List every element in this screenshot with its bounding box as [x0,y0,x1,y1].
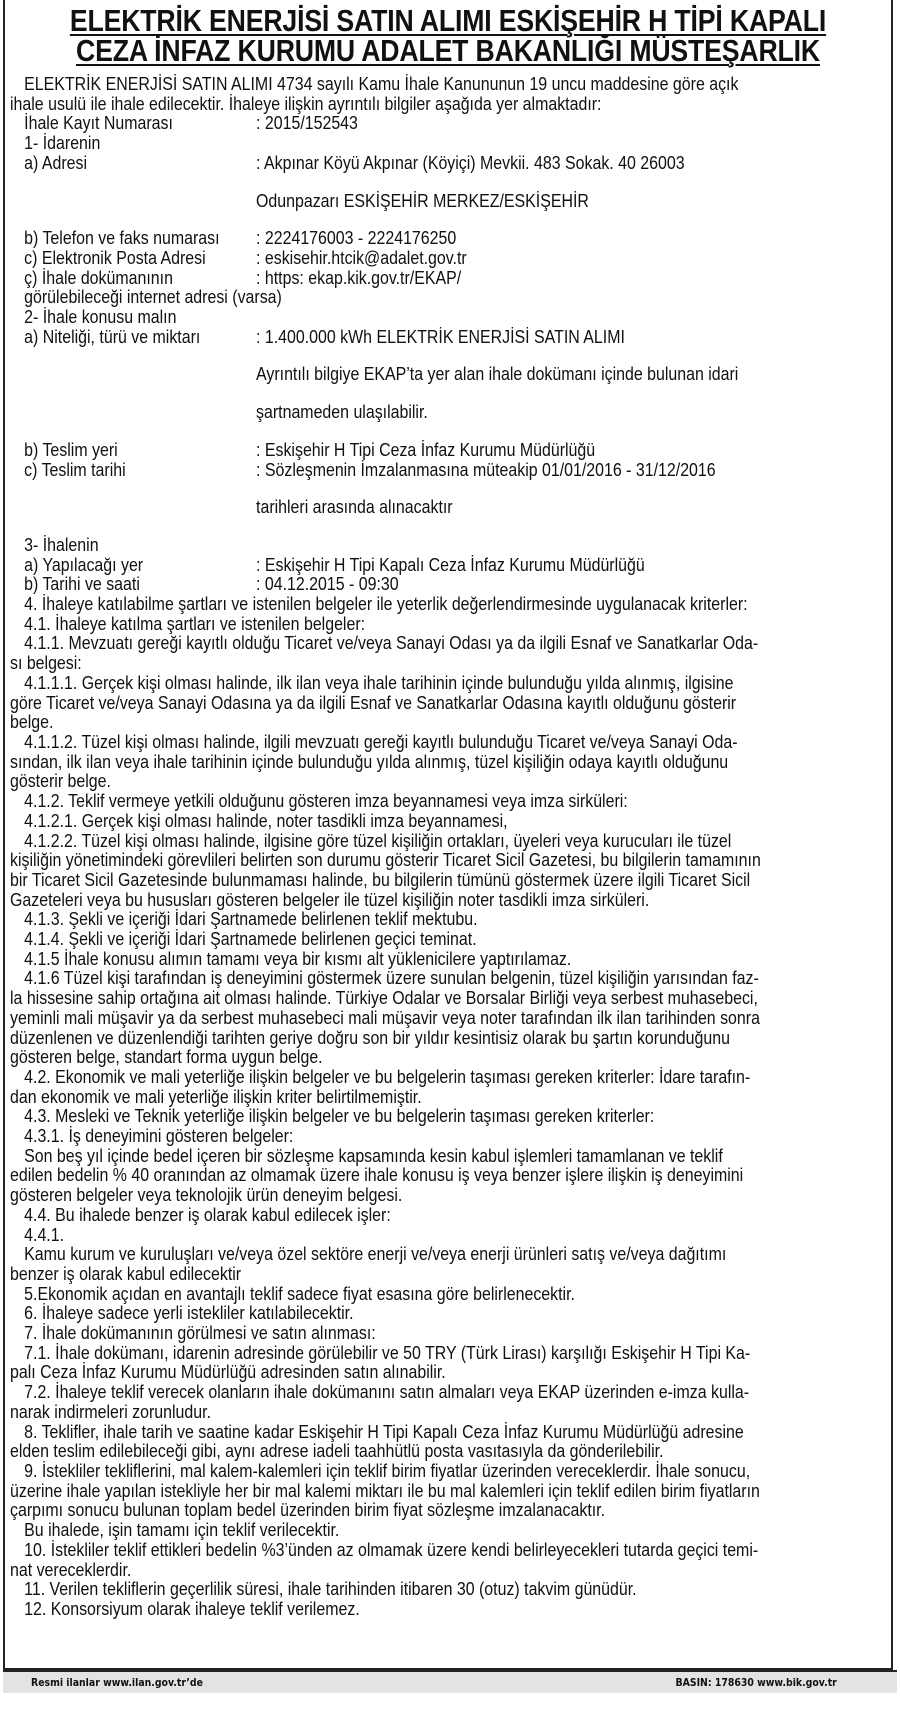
clause-line: 4.1.5 İhale konusu alımın tamamı veya bir kısmı alt yüklenicilere yaptırılamaz. [24,948,572,969]
info-value-continuation: şartnameden ulaşılabilir. [256,402,428,423]
info-row-nitelik [10,328,807,348]
clause-line: 11. Verilen tekliflerin geçerlilik süresi, ihale tarihinden itibaren 30 (otuz) takvim günüdür. [24,1579,637,1600]
intro-line: ELEKTRİK ENERJİSİ SATIN ALIMI 4734 sayılı Kamu İhale Kanununun 19 uncu maddesine göre açık [24,74,739,94]
clause-line: 4.1.3. Şekli ve içeriği İdari Şartnamede belirlenen teklif mektubu. [24,909,478,930]
clause-line: düzenlenen ve düzenlendiği tarihten geriye doğru son bir yıldır kesintisiz olarak bu şartın korunduğunu [10,1027,730,1048]
info-value: : 2224176003 - 2224176250 [256,228,457,249]
clause-line: 5.Ekonomik açıdan en avantajlı teklif sadece fiyat esasına göre belirlenecektir. [24,1283,575,1304]
info-row-adres [10,154,807,174]
section-heading: 2- İhale konusu malın [24,307,177,328]
info-row-tarih [10,575,807,595]
footer-bar [3,1670,897,1693]
title-line-1: ELEKTRİK ENERJİSİ SATIN ALIMI ESKİŞEHİR H TİPİ KAPALI [69,3,827,38]
info-label: a) Yapılacağı yer [24,554,144,575]
clause-line: 4.1.2.2. Tüzel kişi olması halinde, ilgisine göre tüzel kişiliğin ortakları, üyeleri veya kurucuları ile tüzel [24,830,732,851]
info-row-teslim-yeri [10,441,807,461]
clause-line: 4.4. Bu ihalede benzer iş olarak kabul edilecek işler: [24,1204,391,1225]
info-row-kayit [10,114,807,134]
ekap-link[interactable]: : https: ekap.kik.gov.tr/EKAP/ [256,267,462,288]
clause-line: 8. Teklifler, ihale tarih ve saatine kadar Eskişehir H Tipi Kapalı Ceza İnfaz Kurumu Müdürlüğü adresine [24,1421,744,1442]
clause-line: 7. İhale dokümanının görülmesi ve satın alınması: [24,1323,376,1344]
info-value-continuation: Ayrıntılı bilgiye EKAP’ta yer alan ihale dokümanı içinde bulunan idari [256,364,739,385]
info-label: a) Niteliği, türü ve miktarı [24,326,201,347]
info-label: b) Teslim yeri [24,439,118,460]
clause-line: la hissesine sahip ortağına ait olması halinde. Türkiye Odalar ve Borsalar Birliği veya serbest muhasebeci, [10,988,758,1009]
clause-line: gösteren belge, standart forma uygun belge. [10,1047,323,1068]
clause-line: dan ekonomik ve mali yeterliğe ilişkin kriter belirtilmemiştir. [10,1086,422,1107]
clause-line: gösterir belge. [10,771,111,792]
info-label: c) Teslim tarihi [24,459,126,480]
info-row-teslim-tarihi [10,461,807,481]
clauses [10,595,807,1620]
clause-line: 4. İhaleye katılabilme şartları ve istenilen belgeler ile yeterlik değerlendirmesinde uygulanacak kriterler: [24,594,748,615]
footer-right: BASIN: 178630 www.bik.gov.tr [675,1676,837,1689]
info-row-yer [10,556,807,576]
clause-line: 4.4.1. [24,1224,65,1245]
intro-line: ihale usulü ile ihale edilecektir. İhaleye ilişkin ayrıntılı bilgiler aşağıda yer almaktadır: [10,93,602,114]
clause-line: 4.1.1.2. Tüzel kişi olması halinde, ilgili mevzuatı gereği kayıtlı bulunduğu Ticaret ve/veya Sanayi Oda- [24,731,738,752]
info-value: : Eskişehir H Tipi Ceza İnfaz Kurumu Müdürlüğü [256,439,596,460]
clause-line: sından, ilk ilan veya ihale tarihinin içinde bulunduğu yılda alınmış, tüzel kişiliğin odaya kayıtlı olduğunu [10,751,729,772]
clause-line: Kamu kurum ve kuruluşları ve/veya özel sektöre enerji ve/veya enerji ürünleri satış ve/veya dağıtımı [24,1244,727,1265]
clause-line: 4.1.2. Teklif vermeye yetkili olduğunu gösteren imza beyannamesi veya imza sirküleri: [24,791,628,812]
clause-line: gösteren belgeler veya teknolojik ürün deneyim belgesi. [10,1185,403,1206]
clause-line: 7.1. İhale dokümanı, idarenin adresinde görülebilir ve 50 TRY (Türk Lirası) karşılığı Eskişehir H Tipi Ka- [24,1342,751,1363]
clause-line: Son beş yıl içinde bedel içeren bir sözleşme kapsamında kesin kabul işlemleri tamamlanan ve teklif [24,1145,723,1166]
clause-line: 4.1.1. Mevzuatı gereği kayıtlı olduğu Ticaret ve/veya Sanayi Odası ya da ilgili Esnaf ve Sanatkarlar Oda- [24,633,759,654]
clause-line: çarpımı sonucu bulunan toplam bedel üzerinden birim fiyat sözleşme imzalanacaktır. [10,1500,606,1521]
clause-line: Gazeteleri veya bu hususları gösteren belgeler ile tüzel kişiliğin noter tasdikli imza sirküleri. [10,889,650,910]
clause-line: 4.1.4. Şekli ve içeriği İdari Şartnamede belirlenen geçici teminat. [24,929,477,950]
clause-line: 4.2. Ekonomik ve mali yeterliğe ilişkin belgeler ve bu belgelerin taşıması gereken kriterler: İdare tarafın- [24,1066,751,1087]
clause-line: sı belgesi: [10,653,82,674]
clause-line: 9. İstekliler tekliflerini, mal kalem-kalemleri için teklif birim fiyatlar üzerinden vereceklerdir. İhale sonucu, [24,1461,751,1481]
clause-line: yeminli mali müşavir ya da serbest muhasebeci mali müşavir veya noter tarafından ilk ilan tarihinden sonra [10,1007,760,1028]
info-label: a) Adresi [24,152,88,173]
clause-line: palı Ceza İnfaz Kurumu Müdürlüğü adresinden satın alınabilir. [10,1362,446,1383]
info-label: c) Elektronik Posta Adresi [24,247,206,268]
clause-line: 4.1.6 Tüzel kişi tarafından iş deneyimini göstermek üzere sunulan belgenin, tüzel kişiliğin yarısından faz- [24,968,759,989]
clause-line: 12. Konsorsiyum olarak ihaleye teklif verilemez. [24,1598,360,1619]
info-row-email [10,249,807,269]
clause-line: belge. [10,712,54,733]
info-value: : 1.400.000 kWh ELEKTRİK ENERJİSİ SATIN ALIMI [256,326,625,347]
title-line-2: CEZA İNFAZ KURUMU ADALET BAKANLIĞI MÜSTEŞARLIK [76,33,820,68]
info-value: : 04.12.2015 - 09:30 [256,574,399,595]
info-value: : Akpınar Köyü Akpınar (Köyiçi) Mevkii. 483 Sokak. 40 26003 [256,152,685,173]
clause-line: 4.3.1. İş deneyimini gösteren belgeler: [24,1126,294,1147]
info-label: b) Tarihi ve saati [24,574,140,595]
clause-line: edilen bedelin % 40 oranından az olmamak üzere ihale konusu iş veya benzer işlere ilişkin iş deneyimini [10,1165,744,1186]
clause-line: üzerine ihale yapılan istekliyle her bir mal kalemi miktarı ile bu mal kalemleri için teklif edilen birim fiyatların [10,1480,760,1501]
clause-line: 4.1.2.1. Gerçek kişi olması halinde, noter tasdikli imza beyannamesi, [24,810,508,831]
notice-title [67,3,829,68]
info-value: : Sözleşmenin İmzalanmasına müteakip 01/01/2016 - 31/12/2016 [256,459,716,480]
info-row-telefon [10,229,807,249]
clause-line: benzer iş olarak kabul edilecektir [10,1263,242,1284]
email-link[interactable]: : eskisehir.htcik@adalet.gov.tr [256,247,467,268]
section-heading: 3- İhalenin [24,534,99,555]
info-value: : Eskişehir H Tipi Kapalı Ceza İnfaz Kurumu Müdürlüğü [256,554,645,575]
info-row-dokuman [10,269,807,289]
clause-line: 4.3. Mesleki ve Teknik yeterliğe ilişkin belgeler ve bu belgelerin taşıması gereken kriterler: [24,1106,655,1127]
clause-line: Bu ihalede, işin tamamı için teklif verilecektir. [24,1520,340,1541]
info-label-continuation: görülebileceği internet adresi (varsa) [24,287,282,308]
clause-line: narak indirmeleri zorunludur. [10,1401,211,1422]
info-value: : 2015/152543 [256,113,358,134]
clause-line: nat vereceklerdir. [10,1559,132,1580]
clause-line: 10. İstekliler teklif ettikleri bedelin %3’ünden az olmamak üzere kendi belirleyecekleri tutarda geçici temi- [24,1539,759,1560]
clause-line: 4.1.1.1. Gerçek kişi olması halinde, ilk ilan veya ihale tarihinin içinde bulunduğu yılda alınmış, ilgisine [24,672,734,693]
section-heading: 1- İdarenin [24,133,101,154]
info-value-continuation: Odunpazarı ESKİŞEHİR MERKEZ/ESKİŞEHİR [256,190,589,211]
clause-line: bir Ticaret Sicil Gazetesinde bulunmaması halinde, bu bilgilerin tümünü göstermek üzere ilgili Ticaret Sicil [10,869,751,890]
clause-line: kişiliğin yönetimindeki görevlileri belirten son durumu gösterir Ticaret Sicil Gazetesi, bu bilgilerin tamamının [10,850,761,871]
notice-body [10,75,807,1620]
clause-line: 4.1. İhaleye katılma şartları ve istenilen belgeler: [24,613,366,634]
clause-line: göre Ticaret ve/veya Sanayi Odasına ya da ilgili Esnaf ve Sanatkarlar Odasına kayıtlı olduğunu gösterir [10,692,737,713]
info-label: ç) İhale dokümanının [24,267,173,288]
clause-line: 6. İhaleye sadece yerli istekliler katılabilecektir. [24,1303,354,1324]
info-label: İhale Kayıt Numarası [24,113,173,134]
footer-left: Resmi ilanlar www.ilan.gov.tr’de [31,1676,203,1689]
info-label: b) Telefon ve faks numarası [24,228,220,249]
clause-line: 7.2. İhaleye teklif verecek olanların ihale dokümanını satın almaları veya EKAP üzerinden e-imza kulla- [24,1382,750,1403]
info-value-continuation: tarihleri arasında alınacaktır [256,497,453,518]
clause-line: elden teslim edilebileceği gibi, aynı adrese iadeli taahhütlü posta vasıtasıyla da gönderilebilir. [10,1441,664,1462]
